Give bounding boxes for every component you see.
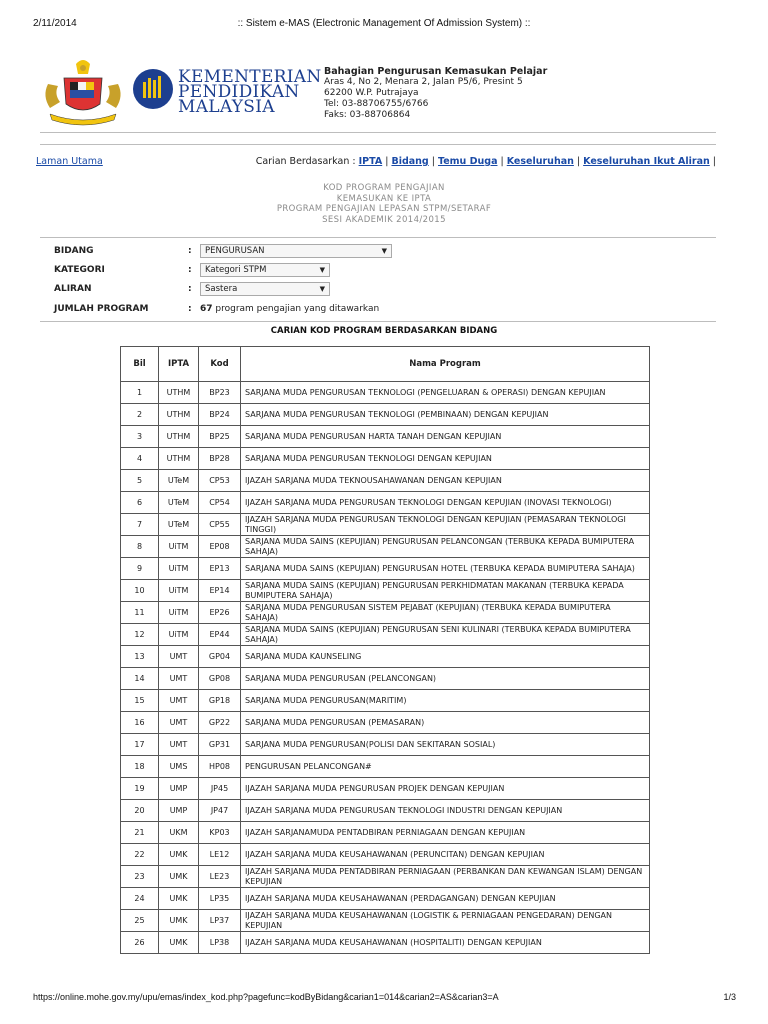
cell-kod: CP53 (199, 470, 241, 492)
table-row (121, 844, 650, 866)
cell-kod: GP04 (199, 646, 241, 668)
table-row (121, 382, 650, 404)
cell-nama-program: SARJANA MUDA PENGURUSAN SISTEM PEJABAT (KEPUJIAN) (TERBUKA KEPADA BUMIPUTERA SAHAJA) (241, 602, 650, 624)
cell-bil: 17 (121, 734, 159, 756)
link-ipta[interactable]: IPTA (358, 156, 383, 167)
table-viewport (0, 340, 768, 988)
kategori-label: KATEGORI (54, 265, 105, 275)
cell-kod: LE12 (199, 844, 241, 866)
table-row (121, 426, 650, 448)
cell-bil: 16 (121, 712, 159, 734)
bidang-select[interactable]: PENGURUSAN ▼ (200, 244, 392, 258)
print-footer (0, 992, 768, 1006)
cell-ipta: UiTM (159, 536, 199, 558)
contact-address (324, 66, 547, 121)
header-bil: Bil (121, 347, 159, 382)
fax: Faks: 03-88706864 (324, 110, 411, 120)
cell-nama-program: SARJANA MUDA PENGURUSAN (PELANCONGAN) (241, 668, 650, 690)
cell-kod: CP54 (199, 492, 241, 514)
page-title-block (0, 183, 768, 225)
cell-ipta: UTeM (159, 470, 199, 492)
title-line4: SESI AKADEMIK 2014/2015 (322, 214, 446, 225)
cell-kod: EP14 (199, 580, 241, 602)
cell-bil: 20 (121, 800, 159, 822)
cell-bil: 7 (121, 514, 159, 536)
table-row (121, 646, 650, 668)
ministry-name-line2: PENDIDIKAN (178, 82, 300, 102)
cell-nama-program: SARJANA MUDA PENGURUSAN TEKNOLOGI DENGAN KEPUJIAN (241, 448, 650, 470)
cell-kod: KP03 (199, 822, 241, 844)
cell-bil: 26 (121, 932, 159, 954)
table-row (121, 492, 650, 514)
cell-bil: 14 (121, 668, 159, 690)
cell-kod: JP47 (199, 800, 241, 822)
cell-bil: 25 (121, 910, 159, 932)
title-line3: PROGRAM PENGAJIAN LEPASAN STPM/SETARAF (276, 204, 492, 214)
cell-ipta: UMK (159, 866, 199, 888)
table-row (121, 514, 650, 536)
search-by-links: Carian Berdasarkan : IPTA | Bidang | Temu Duga | Keseluruhan | Keseluruhan Ikut Aliran | (255, 156, 716, 167)
section-title: CARIAN KOD PROGRAM BERDASARKAN BIDANG (270, 326, 498, 336)
title-line2: KEMASUKAN KE IPTA (336, 193, 432, 204)
table-body (121, 382, 650, 954)
table-row (121, 822, 650, 844)
cell-nama-program: IJAZAH SARJANAMUDA PENTADBIRAN PERNIAGAAN DENGAN KEPUJIAN (241, 822, 650, 844)
filter-kategori: KATEGORI : Kategori STPM ▼ (54, 263, 714, 278)
table-row (121, 690, 650, 712)
cell-ipta: UiTM (159, 602, 199, 624)
cell-bil: 9 (121, 558, 159, 580)
cell-nama-program: IJAZAH SARJANA MUDA PENGURUSAN TEKNOLOGI DENGAN KEPUJIAN (PEMASARAN TEKNOLOGI TINGGI) (241, 514, 650, 536)
cell-nama-program: IJAZAH SARJANA MUDA PENGURUSAN TEKNOLOGI INDUSTRI DENGAN KEPUJIAN (241, 800, 650, 822)
cell-nama-program: PENGURUSAN PELANCONGAN# (241, 756, 650, 778)
print-header (0, 18, 768, 32)
cell-nama-program: SARJANA MUDA PENGURUSAN(MARITIM) (241, 690, 650, 712)
table-row (121, 778, 650, 800)
cell-nama-program: SARJANA MUDA KAUNSELING (241, 646, 650, 668)
divider (40, 132, 716, 133)
cell-nama-program: IJAZAH SARJANA MUDA KEUSAHAWANAN (PERUNCITAN) DENGAN KEPUJIAN (241, 844, 650, 866)
cell-bil: 22 (121, 844, 159, 866)
table-row (121, 756, 650, 778)
cell-kod: JP45 (199, 778, 241, 800)
cell-kod: LE23 (199, 866, 241, 888)
cell-nama-program: IJAZAH SARJANA MUDA PENGURUSAN PROJEK DENGAN KEPUJIAN (241, 778, 650, 800)
cell-bil: 2 (121, 404, 159, 426)
cell-kod: GP08 (199, 668, 241, 690)
title-line1: KOD PROGRAM PENGAJIAN (323, 183, 445, 193)
divider (40, 144, 716, 145)
link-keseluruhan-ikut-aliran[interactable]: Keseluruhan Ikut Aliran (583, 156, 710, 167)
table-row (121, 866, 650, 888)
cell-nama-program: SARJANA MUDA PENGURUSAN TEKNOLOGI (PEMBINAAN) DENGAN KEPUJIAN (241, 404, 650, 426)
table-row (121, 558, 650, 580)
cell-ipta: UiTM (159, 558, 199, 580)
cell-nama-program: IJAZAH SARJANA MUDA KEUSAHAWANAN (LOGISTIK & PERNIAGAAN PENGEDARAN) DENGAN KEPUJIAN (241, 910, 650, 932)
cell-nama-program: IJAZAH SARJANA MUDA PENTADBIRAN PERNIAGAAN (PERBANKAN DAN KEWANGAN ISLAM) DENGAN KEPUJIAN (241, 866, 650, 888)
cell-ipta: UMT (159, 646, 199, 668)
print-page-title: :: Sistem e-MAS (Electronic Management Of Admission System) :: (237, 18, 531, 29)
cell-ipta: UMK (159, 888, 199, 910)
cell-bil: 1 (121, 382, 159, 404)
table-row (121, 448, 650, 470)
table-row (121, 932, 650, 954)
cell-ipta: UiTM (159, 624, 199, 646)
cell-ipta: UMP (159, 778, 199, 800)
cell-bil: 4 (121, 448, 159, 470)
link-temu-duga[interactable]: Temu Duga (437, 156, 498, 167)
cell-bil: 21 (121, 822, 159, 844)
home-link[interactable]: Laman Utama (36, 156, 103, 167)
print-url: https://online.mohe.gov.my/upu/emas/index_kod.php?pagefunc=kodByBidang&carian1=014&carian2=AS&carian3=A (33, 992, 499, 1002)
org-name: Bahagian Pengurusan Kemasukan Pelajar (324, 66, 548, 77)
kpm-logo-icon (132, 68, 174, 110)
table-row (121, 888, 650, 910)
filter-aliran: ALIRAN : Sastera ▼ (54, 282, 714, 297)
cell-kod: EP13 (199, 558, 241, 580)
nav-bar (36, 156, 726, 170)
divider (40, 321, 716, 322)
cell-ipta: UMK (159, 844, 199, 866)
table-row (121, 536, 650, 558)
cell-bil: 13 (121, 646, 159, 668)
cell-ipta: UTeM (159, 514, 199, 536)
dropdown-arrow-icon: ▼ (381, 247, 387, 255)
cell-kod: EP08 (199, 536, 241, 558)
coat-of-arms-icon (40, 56, 126, 126)
ministry-name-line1: KEMENTERIAN (178, 67, 322, 87)
table-header-row (121, 347, 650, 382)
divider (40, 237, 716, 238)
cell-nama-program: SARJANA MUDA PENGURUSAN(POLISI DAN SEKITARAN SOSIAL) (241, 734, 650, 756)
aliran-select[interactable]: Sastera ▼ (200, 282, 330, 296)
cell-ipta: UTHM (159, 426, 199, 448)
table-row (121, 404, 650, 426)
cell-ipta: UMP (159, 800, 199, 822)
aliran-label: ALIRAN (54, 284, 92, 294)
table-row (121, 800, 650, 822)
cell-nama-program: IJAZAH SARJANA MUDA KEUSAHAWANAN (PERDAGANGAN) DENGAN KEPUJIAN (241, 888, 650, 910)
cell-ipta: UTHM (159, 448, 199, 470)
cell-ipta: UMS (159, 756, 199, 778)
cell-bil: 24 (121, 888, 159, 910)
cell-ipta: UMK (159, 932, 199, 954)
address-line2: 62200 W.P. Putrajaya (324, 88, 419, 98)
cell-ipta: UiTM (159, 580, 199, 602)
cell-bil: 10 (121, 580, 159, 602)
cell-ipta: UMT (159, 668, 199, 690)
cell-kod: LP38 (199, 932, 241, 954)
cell-bil: 12 (121, 624, 159, 646)
table-row (121, 668, 650, 690)
kategori-select[interactable]: Kategori STPM ▼ (200, 263, 330, 277)
cell-kod: BP24 (199, 404, 241, 426)
cell-ipta: UMK (159, 910, 199, 932)
cell-ipta: UMT (159, 734, 199, 756)
cell-bil: 8 (121, 536, 159, 558)
cell-ipta: UMT (159, 690, 199, 712)
print-page-number: 1/3 (723, 992, 736, 1002)
header-ipta: IPTA (159, 347, 199, 382)
jumlah-label: JUMLAH PROGRAM (54, 304, 149, 314)
header-kod: Kod (199, 347, 241, 382)
table-row (121, 602, 650, 624)
cell-nama-program: SARJANA MUDA SAINS (KEPUJIAN) PENGURUSAN SENI KULINARI (TERBUKA KEPADA BUMIPUTERA SAHAJA) (241, 624, 650, 646)
cell-kod: BP28 (199, 448, 241, 470)
cell-nama-program: SARJANA MUDA SAINS (KEPUJIAN) PENGURUSAN HOTEL (TERBUKA KEPADA BUMIPUTERA SAHAJA) (241, 558, 650, 580)
dropdown-arrow-icon: ▼ (319, 266, 325, 274)
site-header (40, 52, 740, 128)
ministry-name (178, 67, 322, 117)
table-row (121, 910, 650, 932)
table-row (121, 580, 650, 602)
cell-kod: LP37 (199, 910, 241, 932)
cell-ipta: UTHM (159, 404, 199, 426)
cell-bil: 23 (121, 866, 159, 888)
program-table (120, 346, 650, 954)
ministry-name-line3: MALAYSIA (178, 97, 275, 117)
cell-kod: GP31 (199, 734, 241, 756)
search-by-label: Carian Berdasarkan : (255, 156, 356, 167)
cell-nama-program: IJAZAH SARJANA MUDA TEKNOUSAHAWANAN DENGAN KEPUJIAN (241, 470, 650, 492)
program-count: JUMLAH PROGRAM : 67 program pengajian yang ditawarkan (54, 304, 380, 314)
cell-kod: HP08 (199, 756, 241, 778)
table-row (121, 624, 650, 646)
cell-kod: EP44 (199, 624, 241, 646)
cell-bil: 15 (121, 690, 159, 712)
cell-bil: 3 (121, 426, 159, 448)
cell-kod: GP22 (199, 712, 241, 734)
cell-nama-program: SARJANA MUDA PENGURUSAN HARTA TANAH DENGAN KEPUJIAN (241, 426, 650, 448)
cell-kod: GP18 (199, 690, 241, 712)
table-row (121, 470, 650, 492)
cell-ipta: UTHM (159, 382, 199, 404)
cell-nama-program: IJAZAH SARJANA MUDA PENGURUSAN TEKNOLOGI DENGAN KEPUJIAN (INOVASI TEKNOLOGI) (241, 492, 650, 514)
bidang-label: BIDANG (54, 246, 94, 256)
cell-kod: BP23 (199, 382, 241, 404)
cell-nama-program: SARJANA MUDA SAINS (KEPUJIAN) PENGURUSAN PELANCONGAN (TERBUKA KEPADA BUMIPUTERA SAHAJA) (241, 536, 650, 558)
cell-nama-program: SARJANA MUDA SAINS (KEPUJIAN) PENGURUSAN PERKHIDMATAN MAKANAN (TERBUKA KEPADA BUMIPUTERA SAHAJA) (241, 580, 650, 602)
cell-nama-program: IJAZAH SARJANA MUDA KEUSAHAWANAN (HOSPITALITI) DENGAN KEPUJIAN (241, 932, 650, 954)
jumlah-value: 67 program pengajian yang ditawarkan (200, 304, 380, 314)
cell-bil: 19 (121, 778, 159, 800)
address-line1: Aras 4, No 2, Menara 2, Jalan P5/6, Presint 5 (324, 77, 523, 87)
print-date: 2/11/2014 (33, 18, 77, 29)
cell-ipta: UTeM (159, 492, 199, 514)
filter-bidang: BIDANG : PENGURUSAN ▼ (54, 244, 714, 259)
cell-nama-program: SARJANA MUDA PENGURUSAN (PEMASARAN) (241, 712, 650, 734)
cell-kod: CP55 (199, 514, 241, 536)
cell-bil: 6 (121, 492, 159, 514)
link-keseluruhan[interactable]: Keseluruhan (506, 156, 574, 167)
cell-bil: 18 (121, 756, 159, 778)
cell-ipta: UMT (159, 712, 199, 734)
link-bidang[interactable]: Bidang (391, 156, 429, 167)
cell-ipta: UKM (159, 822, 199, 844)
table-row (121, 734, 650, 756)
header-nama-program: Nama Program (241, 347, 650, 382)
cell-nama-program: SARJANA MUDA PENGURUSAN TEKNOLOGI (PENGELUARAN & OPERASI) DENGAN KEPUJIAN (241, 382, 650, 404)
cell-bil: 11 (121, 602, 159, 624)
tel: Tel: 03-88706755/6766 (324, 99, 429, 109)
cell-kod: EP26 (199, 602, 241, 624)
dropdown-arrow-icon: ▼ (319, 285, 325, 293)
cell-kod: BP25 (199, 426, 241, 448)
cell-bil: 5 (121, 470, 159, 492)
cell-kod: LP35 (199, 888, 241, 910)
table-row (121, 712, 650, 734)
